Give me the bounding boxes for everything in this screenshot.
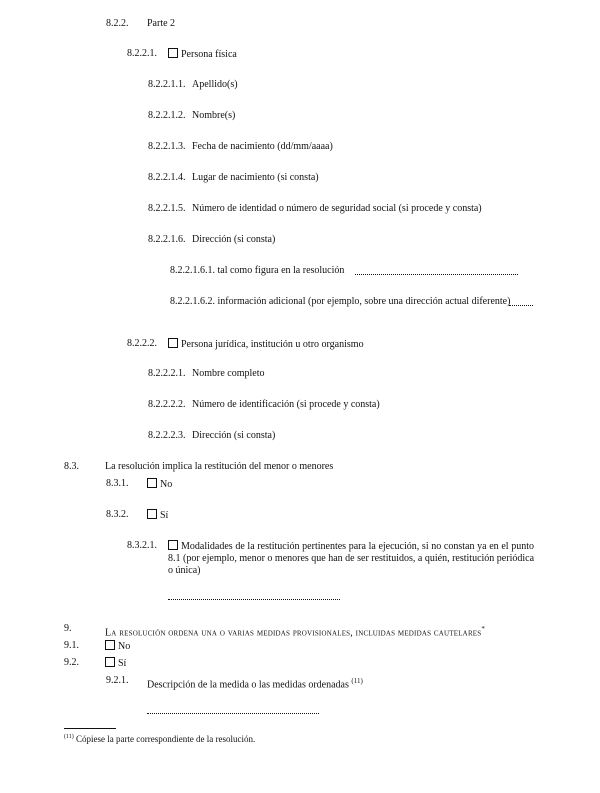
checkbox[interactable]: [168, 338, 178, 348]
label-text: Descripción de la medida o las medidas ordenadas: [147, 679, 349, 691]
option-number: 9.1.: [64, 640, 79, 651]
field-number: 8.2.2.2.2.: [148, 399, 186, 410]
checkbox[interactable]: [147, 478, 157, 488]
field-number: 8.3.2.1.: [127, 540, 157, 551]
option-label: Modalidades de la restitución pertinentes para la ejecución, si no constan ya en el punto 8.1 (por ejemplo, menor o menores que han de ser restituidos, a quién, restitución periódica o única): [168, 541, 535, 576]
field-number: 8.2.2.1.4.: [148, 172, 186, 183]
natural-person-option[interactable]: [168, 48, 237, 61]
field-label: Dirección (si consta): [192, 234, 276, 245]
section-number: 9.: [64, 623, 72, 634]
legal-person-option[interactable]: [168, 338, 364, 351]
fill-in-line[interactable]: [168, 599, 340, 600]
heading-text: La resolución ordena una o varias medidas provisionales, incluidas medidas cautelares: [105, 627, 482, 639]
option-number: 8.3.1.: [106, 478, 129, 489]
field-number: 8.2.2.2.3.: [148, 430, 186, 441]
option-label: No: [118, 641, 131, 652]
return-no-option[interactable]: [147, 478, 172, 491]
field-label: Número de identificación (si procede y consta): [192, 399, 380, 410]
option-label: Persona jurídica, institución u otro organismo: [181, 339, 364, 350]
option-label: No: [160, 479, 173, 490]
option-number: 9.2.: [64, 657, 79, 668]
section-heading: La resolución implica la restitución del menor o menores: [105, 461, 334, 472]
section-heading: [105, 623, 485, 639]
field-number: 8.2.2.1.6.: [148, 234, 186, 245]
asterisk-mark: *: [481, 625, 486, 633]
field-label: Fecha de nacimiento (dd/mm/aaaa): [192, 141, 333, 152]
footnote-text: Cópiese la parte correspondiente de la resolución.: [76, 734, 256, 744]
section-heading: Parte 2: [147, 18, 176, 29]
option-number: 8.3.2.: [106, 509, 129, 520]
section-number: 8.2.2.: [106, 18, 129, 29]
footnote: [64, 731, 255, 745]
field-label: Número de identidad o número de seguridad social (si procede y consta): [192, 203, 482, 214]
checkbox[interactable]: [105, 640, 115, 650]
checkbox[interactable]: [147, 509, 157, 519]
field-label: [147, 675, 363, 691]
section-number: 8.2.2.1.: [127, 48, 157, 59]
field-label: Nombre completo: [192, 368, 265, 379]
footnote-ref: (11): [351, 677, 363, 685]
field-number: 8.2.2.1.1.: [148, 79, 186, 90]
measures-no-option[interactable]: [105, 640, 130, 653]
field-number: 8.2.2.1.5.: [148, 203, 186, 214]
section-number: 8.2.2.2.: [127, 338, 157, 349]
option-label: Sí: [118, 658, 127, 669]
field-number: 8.2.2.2.1.: [148, 368, 186, 379]
field-number: 8.2.2.1.2.: [148, 110, 186, 121]
option-label: Persona física: [181, 49, 237, 60]
footnote-number: (11): [64, 734, 74, 740]
fill-in-line[interactable]: [355, 274, 518, 275]
field-label: Dirección (si consta): [192, 430, 276, 441]
address-additional-info: 8.2.2.1.6.2. información adicional (por ejemplo, sobre una dirección actual diferente): [170, 296, 511, 307]
field-label: Nombre(s): [192, 110, 236, 121]
measures-yes-option[interactable]: [105, 657, 126, 670]
fill-in-line[interactable]: [509, 305, 533, 306]
field-label: Lugar de nacimiento (si consta): [192, 172, 319, 183]
checkbox[interactable]: [105, 657, 115, 667]
checkbox[interactable]: [168, 48, 178, 58]
footnote-rule: [64, 728, 116, 729]
option-label: Sí: [160, 510, 169, 521]
section-number: 8.3.: [64, 461, 79, 472]
return-yes-option[interactable]: [147, 509, 168, 522]
return-arrangements-option[interactable]: [168, 540, 534, 577]
field-label: Apellido(s): [192, 79, 238, 90]
field-number: 8.2.2.1.3.: [148, 141, 186, 152]
checkbox[interactable]: [168, 540, 178, 550]
address-as-in-decision: 8.2.2.1.6.1. tal como figura en la resolución: [170, 265, 345, 276]
field-number: 9.2.1.: [106, 675, 129, 686]
fill-in-line[interactable]: [147, 713, 319, 714]
